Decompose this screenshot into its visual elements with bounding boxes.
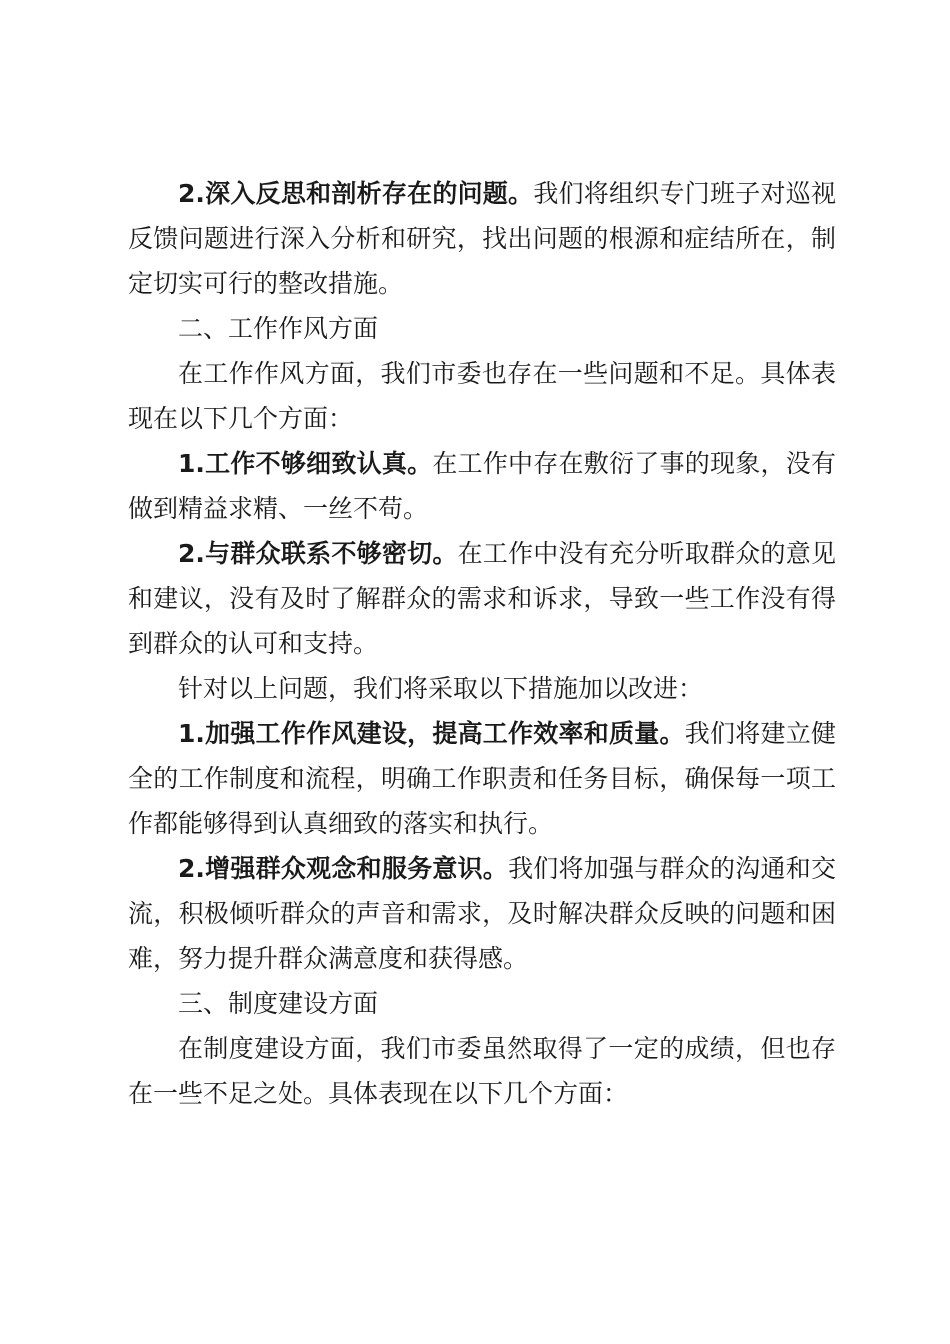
paragraph-text: 在工作中没有充分听取群众的意见和建议，没有及时了解群众的需求和诉求，导致一些工作没有得到群众的认可和支持。 [128, 539, 836, 658]
paragraph-lead: 1.加强工作作风建设，提高工作效率和质量。 [178, 719, 685, 748]
paragraph-lead: 2.与群众联系不够密切。 [178, 539, 458, 568]
paragraph-text: 针对以上问题，我们将采取以下措施加以改进： [178, 674, 704, 703]
paragraph-institution-intro [128, 1026, 836, 1116]
paragraph-reflect-analyze [128, 171, 836, 306]
section-heading-institution [128, 981, 836, 1026]
paragraph-text: 我们将建立健全的工作制度和流程，明确工作职责和任务目标，确保每一项工作都能够得到认真细致的落实和执行。 [128, 719, 836, 838]
heading-text: 三、制度建设方面 [178, 989, 379, 1018]
paragraph-strengthen-style [128, 711, 836, 846]
paragraph-not-careful [128, 441, 836, 531]
paragraph-text: 我们将加强与群众的沟通和交流，积极倾听群众的声音和需求，及时解决群众反映的问题和困难，努力提升群众满意度和获得感。 [128, 854, 836, 973]
paragraph-lead: 2.增强群众观念和服务意识。 [178, 854, 509, 883]
paragraph-text: 在工作作风方面，我们市委也存在一些问题和不足。具体表现在以下几个方面： [128, 359, 836, 433]
paragraph-measures-intro [128, 666, 836, 711]
paragraph-text: 在制度建设方面，我们市委虽然取得了一定的成绩，但也存在一些不足之处。具体表现在以下几个方面： [128, 1034, 836, 1108]
paragraph-service-awareness [128, 846, 836, 981]
paragraph-work-style-intro [128, 351, 836, 441]
paragraph-text: 在工作中存在敷衍了事的现象，没有做到精益求精、一丝不苟。 [128, 449, 836, 523]
paragraph-text: 我们将组织专门班子对巡视反馈问题进行深入分析和研究，找出问题的根源和症结所在，制定切实可行的整改措施。 [128, 179, 836, 298]
paragraph-lead: 1.工作不够细致认真。 [178, 449, 433, 478]
section-heading-work-style [128, 306, 836, 351]
document-body [128, 171, 836, 1116]
paragraph-lead: 2.深入反思和剖析存在的问题。 [178, 179, 534, 208]
paragraph-mass-contact [128, 531, 836, 666]
heading-text: 二、工作作风方面 [178, 314, 379, 343]
